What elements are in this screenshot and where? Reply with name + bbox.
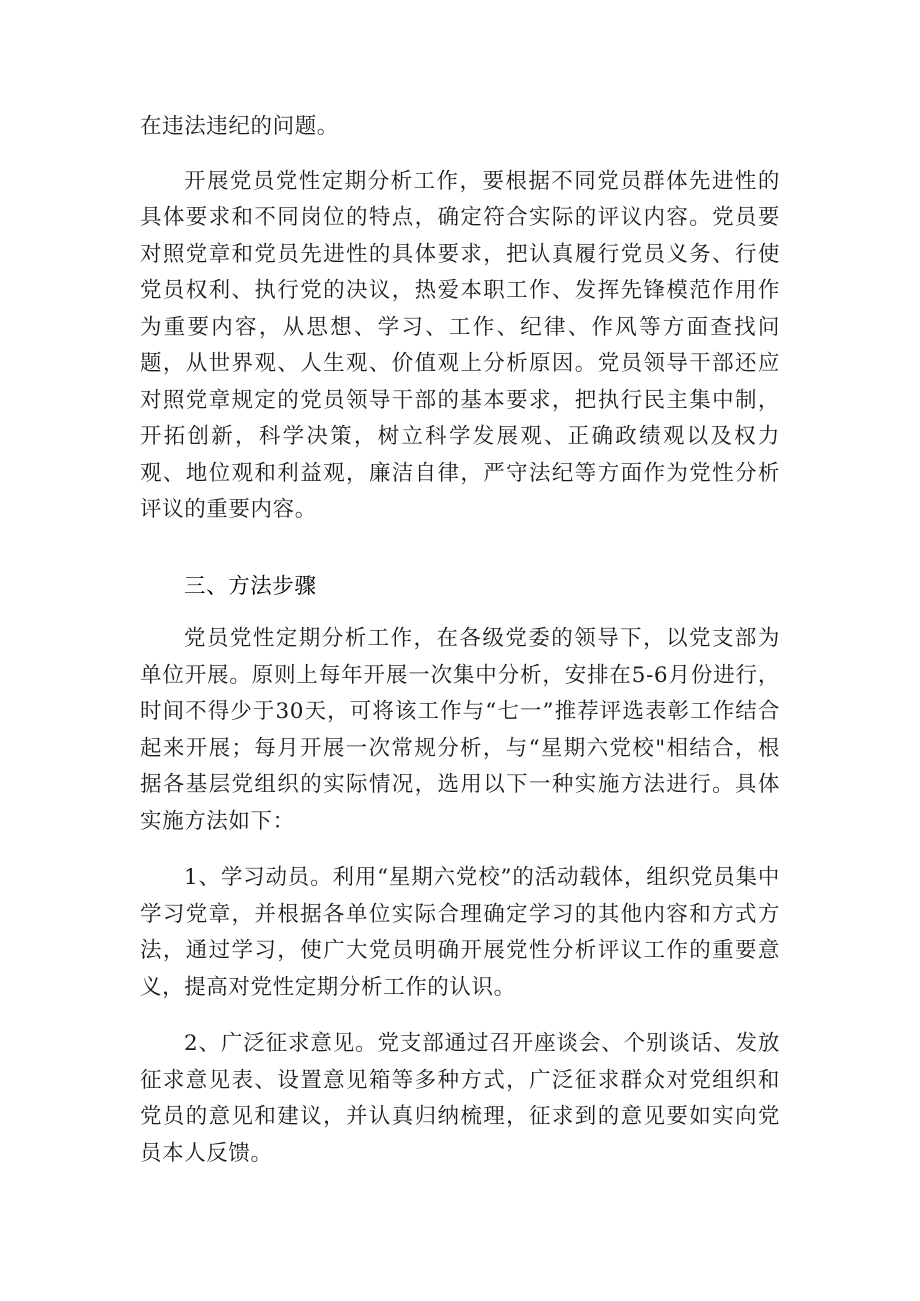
section-heading-methods: 三、方法步骤 bbox=[184, 573, 317, 599]
paragraph-continuation: 在违法违纪的问题。 bbox=[140, 114, 339, 139]
document-body bbox=[140, 109, 780, 1172]
list-item-solicit-opinions: 2、广泛征求意见。党支部通过召开座谈会、个别谈话、发放征求意见表、设置意见箱等多种方式，广泛征求群众对党组织和党员的意见和建议，并认真归纳梳理，征求到的意见要如实向党员本人反馈。 bbox=[140, 1031, 780, 1166]
paragraph-evaluation-content: 开展党员党性定期分析工作，要根据不同党员群体先进性的具体要求和不同岗位的特点，确定符合实际的评议内容。党员要对照党章和党员先进性的具体要求，把认真履行党员义务、行使党员权利、执行党的决议，热爱本职工作、发挥先锋模范作用作为重要内容，从思想、学习、工作、纪律、作风等方面查找问题，从世界观、人生观、价值观上分析原因。党员领导干部还应对照党章规定的党员领导干部的基本要求，把执行民主集中制，开拓创新，科学决策，树立科学发展观、正确政绩观以及权力观、地位观和利益观，廉洁自律，严守法纪等方面作为党性分析评议的重要内容。 bbox=[140, 168, 780, 522]
paragraph-methods-intro: 党员党性定期分析工作，在各级党委的领导下，以党支部为单位开展。原则上每年开展一次集中分析，安排在5-6月份进行，时间不得少于30天，可将该工作与“七一”推荐评选表彰工作结合起来开展；每月开展一次常规分析，与“星期六党校"相结合，根据各基层党组织的实际情况，选用以下一种实施方法进行。具体实施方法如下： bbox=[140, 626, 780, 834]
list-item-study-mobilization: 1、学习动员。利用“星期六党校”的活动载体，组织党员集中学习党章，并根据各单位实际合理确定学习的其他内容和方式方法，通过学习，使广大党员明确开展党性分析评议工作的重要意义，提高对党性定期分析工作的认识。 bbox=[140, 865, 780, 1000]
